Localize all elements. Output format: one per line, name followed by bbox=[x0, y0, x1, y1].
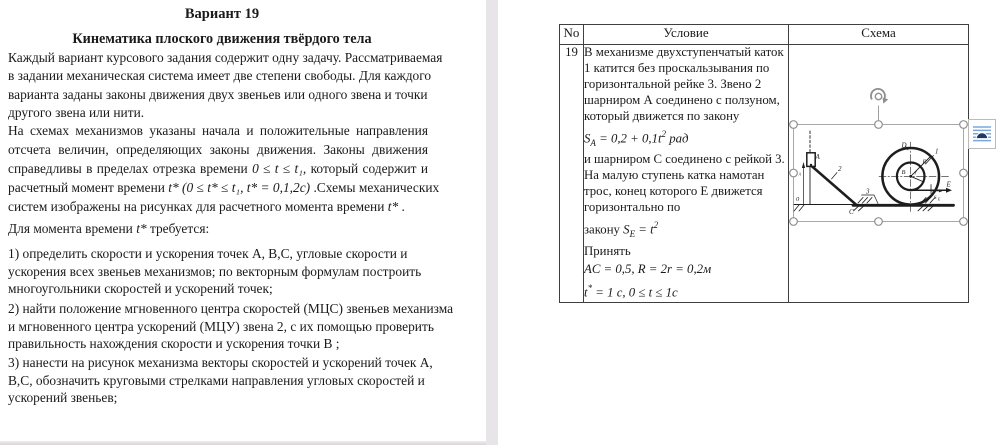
cell-condition bbox=[584, 45, 789, 303]
text-line: 2) найти положение мгновенного центра скоростей (МЦС) звеньев механизма bbox=[8, 301, 454, 316]
formula-sup: * bbox=[587, 282, 593, 293]
paragraph-intro bbox=[8, 49, 443, 123]
header-schema: Схема bbox=[789, 25, 969, 45]
text-line: ускорения всех звеньев механизмов; по векторным формулам построить bbox=[8, 263, 422, 279]
text-line bbox=[8, 159, 428, 178]
page-left bbox=[0, 0, 486, 441]
label-origin: 0 bbox=[796, 196, 800, 203]
page-bottom-edge bbox=[0, 441, 486, 445]
text-line: 1 катится без проскальзывания по bbox=[584, 60, 770, 75]
label-3: 3 bbox=[866, 187, 870, 196]
list-item-2 bbox=[8, 300, 454, 353]
formula-accept: AC = 0,5, R = 2r = 0,2м bbox=[584, 261, 712, 276]
text-run: требуется: bbox=[146, 221, 210, 236]
text-line: На малую ступень катка намотан bbox=[584, 168, 765, 183]
formula-se bbox=[584, 216, 788, 244]
label-sa-sub: A bbox=[798, 172, 801, 177]
selection-handle[interactable] bbox=[875, 218, 883, 226]
selection-handle[interactable] bbox=[790, 218, 798, 226]
text-run: систем изображены на рисунках для расчетного момента времени bbox=[8, 199, 388, 214]
label-r: r bbox=[914, 170, 917, 177]
text-run: справедливы в пределах отрезка времени bbox=[8, 161, 253, 176]
text-line: и шарниром С соединено с рейкой 3. bbox=[584, 152, 785, 167]
rotate-handle[interactable] bbox=[871, 89, 888, 121]
formula-sa bbox=[584, 125, 788, 153]
layout-options-icon bbox=[972, 124, 992, 145]
text-line: правильность нахождения скорости и ускорения точки В ; bbox=[8, 336, 340, 351]
selection-handle[interactable] bbox=[960, 169, 968, 177]
text-run: Для момента времени bbox=[8, 221, 137, 236]
layout-options-button[interactable] bbox=[968, 119, 996, 149]
formula-body: = 1 c, 0 ≤ t ≤ 1c bbox=[592, 284, 678, 299]
text-line: ускорений звеньев; bbox=[8, 390, 118, 405]
selection-handle[interactable] bbox=[790, 169, 798, 177]
label-a: A bbox=[815, 153, 820, 161]
selection-handle[interactable] bbox=[875, 121, 883, 129]
text-line: и мгновенного центра ускорений (МЦУ) звена 2, с их помощью проверить bbox=[8, 318, 434, 334]
text-line: который движется по закону bbox=[584, 108, 740, 123]
formula-unit: рад bbox=[666, 130, 689, 145]
text-line: Каждый вариант курсового задания содержит одну задачу. Рассматриваемая bbox=[8, 50, 443, 65]
formula-base: S bbox=[623, 222, 630, 237]
table-header-row bbox=[560, 25, 969, 45]
text-line: горизонтально по bbox=[584, 200, 681, 215]
list-item-1 bbox=[8, 245, 432, 298]
label-se: S bbox=[934, 196, 937, 201]
header-condition: Условие bbox=[584, 25, 789, 45]
text-line: На схемах механизмов указаны начала и положительные направления bbox=[8, 123, 428, 138]
text-run: . bbox=[398, 199, 405, 214]
cell-variant-number: 19 bbox=[560, 45, 584, 303]
text-run: расчетный момент времени bbox=[8, 180, 169, 195]
text-line: многоугольники скоростей и ускорений точек; bbox=[8, 281, 273, 296]
inline-formula: t* bbox=[387, 199, 399, 214]
formula-body: = t bbox=[635, 222, 654, 237]
text-line: шарниром А соединено с ползуном, bbox=[584, 92, 780, 107]
list-item-3 bbox=[8, 354, 432, 407]
text-line bbox=[8, 197, 428, 216]
inline-formula: t* bbox=[136, 221, 147, 236]
hinge-a-pin bbox=[810, 164, 812, 166]
inline-formula: t* (0 ≤ t* ≤ t₁, t* = 0,1,2с) bbox=[168, 180, 311, 195]
label-e: E bbox=[946, 180, 951, 189]
text-line: отсчета величин, определяющих законы движения. Законы движения bbox=[8, 142, 428, 157]
formula-sub: A bbox=[590, 137, 596, 148]
page-gap bbox=[486, 0, 498, 445]
selection-handle[interactable] bbox=[960, 218, 968, 226]
formula-time bbox=[584, 279, 788, 302]
text-line: в задании механическая система имеет две степени свободы. Для каждого bbox=[8, 68, 432, 84]
text-line: В механизме двухступенчатый каток bbox=[584, 45, 784, 59]
formula-body: = 0,2 + 0,1t bbox=[595, 130, 662, 145]
label-se-sub: E bbox=[938, 197, 941, 202]
label-c: C bbox=[849, 208, 854, 216]
text-line bbox=[8, 178, 440, 197]
paragraph-requirements-lead bbox=[8, 221, 432, 237]
mechanism-diagram[interactable] bbox=[784, 84, 976, 232]
section-title: Кинематика плоского движения твёрдого тела bbox=[72, 31, 372, 47]
text-line: варианта заданы законы движения двух звеньев или одного звена и точки bbox=[8, 86, 428, 102]
text-line: 1) определить скорости и ускорения точек А, В,С, угловые скорости и bbox=[8, 246, 408, 261]
paragraph-schemes bbox=[8, 121, 440, 216]
label-2: 2 bbox=[838, 165, 842, 173]
label-b: B bbox=[901, 169, 906, 176]
page-title: Вариант 19 bbox=[184, 6, 260, 22]
formula-sub: E bbox=[629, 228, 636, 239]
formula-sup: 2 bbox=[661, 128, 667, 139]
text-run: закону bbox=[584, 222, 624, 237]
label-1: 1 bbox=[935, 147, 939, 156]
formula-sup: 2 bbox=[653, 219, 659, 230]
text-line: Принять bbox=[584, 243, 631, 258]
selection-handle[interactable] bbox=[790, 121, 798, 129]
text-line: другого звена или нити. bbox=[8, 105, 145, 121]
text-line: трос, конец которого Е движется bbox=[584, 184, 763, 199]
rotate-arrow-icon bbox=[871, 89, 888, 104]
label-R: R bbox=[922, 158, 927, 166]
label-d: D bbox=[901, 141, 907, 150]
text-line: 3) нанести на рисунок механизма векторы скоростей и ускорений точек А, bbox=[8, 355, 433, 370]
formula-base: t bbox=[584, 284, 588, 299]
inline-formula: 0 ≤ t ≤ t₁, bbox=[252, 161, 307, 176]
text-line: В,С, обозначить круговыми стрелками направления угловых скоростей и bbox=[8, 372, 425, 388]
text-run: который содержит и bbox=[306, 161, 428, 176]
formula-base: S bbox=[584, 130, 591, 145]
header-no: No bbox=[560, 25, 584, 45]
text-run: .Схемы механических bbox=[310, 180, 440, 195]
text-line: горизонтальной рейке 3. Звено 2 bbox=[584, 76, 762, 91]
selection-handle[interactable] bbox=[960, 121, 968, 129]
